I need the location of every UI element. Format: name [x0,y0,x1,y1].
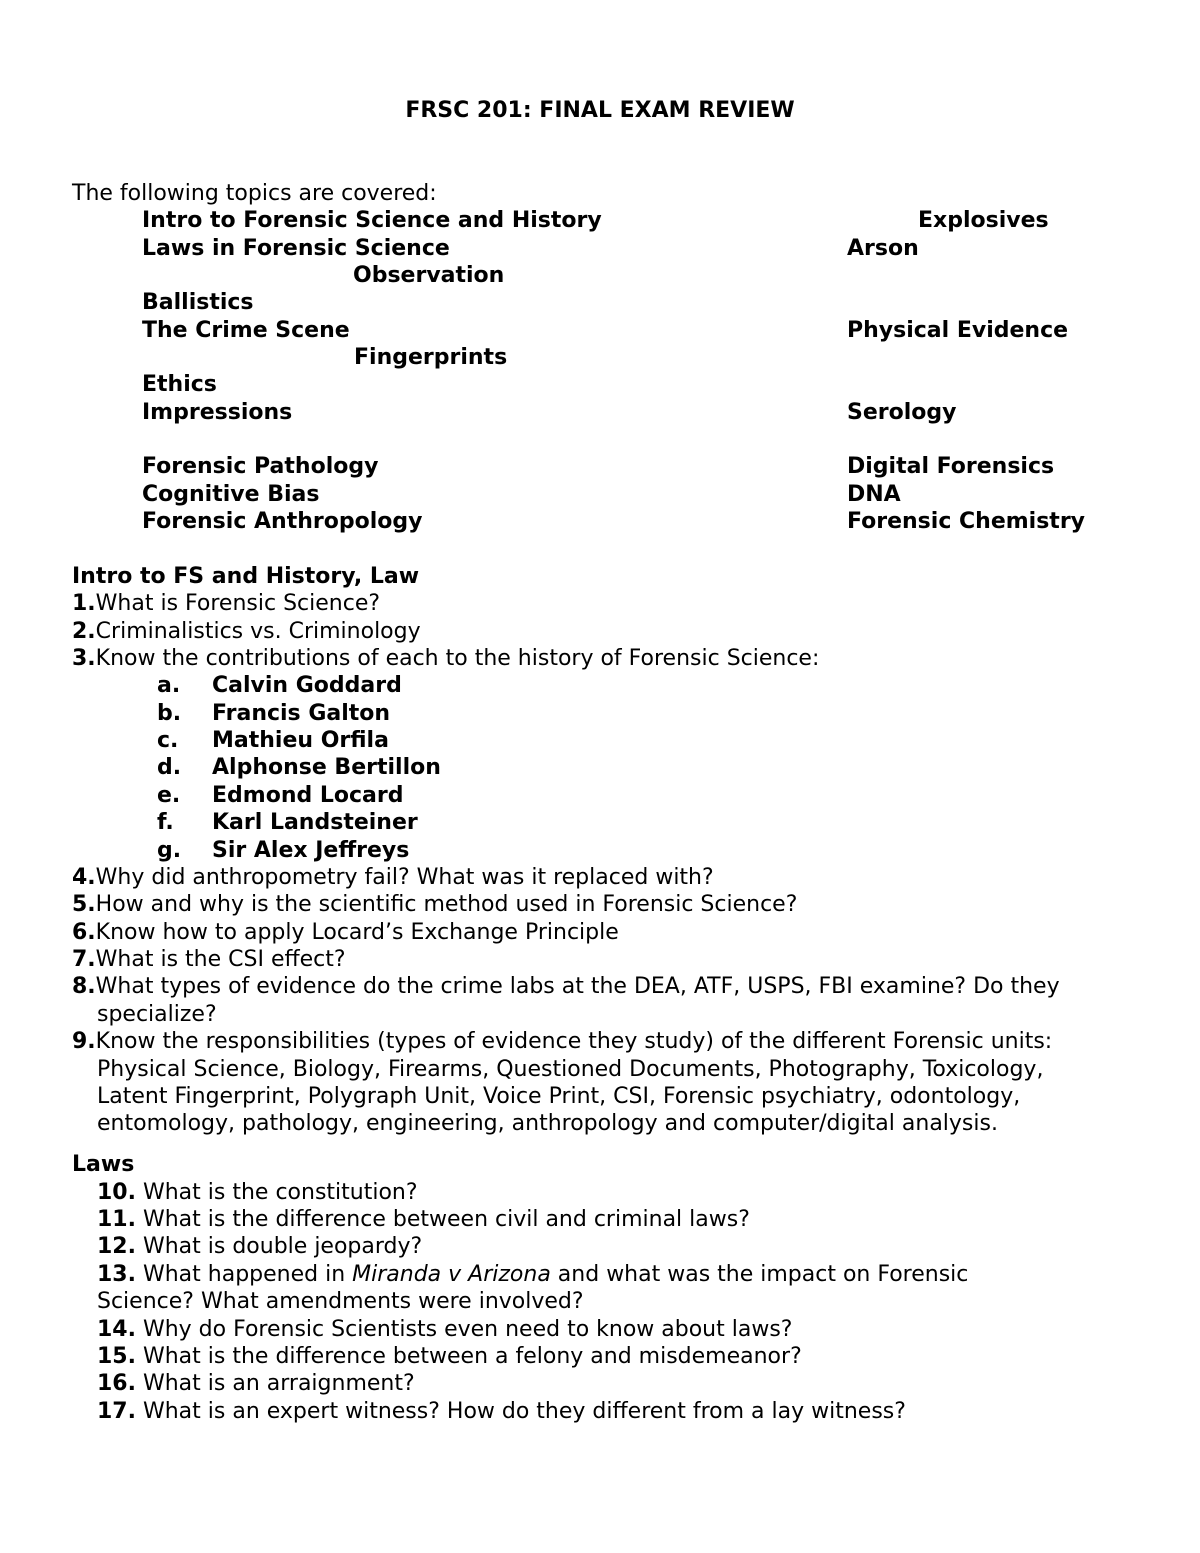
question-text: What is an expert witness? How do they different from a lay witness? [135,1399,906,1424]
question-number: 12. [97,1234,136,1259]
topic-item: Laws in Forensic Science [142,236,450,261]
question-number: 9. [72,1029,96,1054]
question-text: What is the CSI effect? [95,947,346,972]
topic-item: Ballistics [142,290,254,315]
topic-item: Intro to Forensic Science and History [142,208,602,233]
question-14 [97,1316,792,1343]
topic-item: The Crime Scene [142,318,350,343]
question-text: Why did anthropometry fail? What was it replaced with? [95,865,714,890]
person-name: Francis Galton [212,701,391,726]
question-4 [72,864,714,891]
list-letter: a. [157,673,181,698]
topic-item: Ethics [142,372,217,397]
question-text: How and why is the scientific method used in Forensic Science? [95,892,798,917]
topic-item: Serology [847,400,957,425]
topic-item: Digital Forensics [847,454,1055,479]
question-text: What types of evidence do the crime labs at the DEA, ATF, USPS, FBI examine? Do they [95,974,1060,999]
topic-item: Forensic Anthropology [142,509,423,534]
question-number: 2. [72,619,96,644]
question-number: 17. [97,1399,136,1424]
topic-item: Forensic Chemistry [847,509,1086,534]
topic-item: Forensic Pathology [142,454,379,479]
question-9-continuation: Physical Science, Biology, Firearms, Questioned Documents, Photography, Toxicology, [97,1057,1044,1082]
question-text: Why do Forensic Scientists even need to know about laws? [135,1317,793,1342]
topic-item: DNA [847,482,901,507]
question-number: 6. [72,920,96,945]
question-17 [97,1398,906,1425]
person-name: Karl Landsteiner [212,810,418,835]
topic-item: Cognitive Bias [142,482,320,507]
question-3 [72,645,819,672]
question-number: 13. [97,1262,136,1287]
question-11 [97,1206,750,1233]
list-letter: e. [157,783,181,808]
question-16 [97,1370,415,1397]
question-text: Know how to apply Locard’s Exchange Principle [95,920,619,945]
topic-item: Fingerprints [354,345,508,370]
question-7 [72,946,346,973]
question-text: What is the constitution? [135,1180,418,1205]
list-letter: b. [157,701,182,726]
topic-item: Observation [353,263,505,288]
list-letter: g. [157,838,182,863]
list-letter: f. [157,810,174,835]
question-number: 3. [72,646,96,671]
question-9-continuation: entomology, pathology, engineering, anthropology and computer/digital analysis. [97,1111,998,1136]
question-text: What is the difference between a felony and misdemeanor? [135,1344,802,1369]
question-9 [72,1028,1052,1055]
question-text: What is an arraignment? [135,1371,415,1396]
question-text: Know the contributions of each to the history of Forensic Science: [95,646,820,671]
topic-item: Explosives [918,208,1049,233]
question-15 [97,1343,802,1370]
question-2 [72,618,421,645]
topic-item: Impressions [142,400,293,425]
question-13 [97,1261,968,1288]
list-letter: c. [157,728,179,753]
question-number: 16. [97,1371,136,1396]
question-text: Know the responsibilities (types of evidence they study) of the different Forensic units: [95,1029,1053,1054]
question-number: 7. [72,947,96,972]
question-text: Criminalistics vs. Criminology [95,619,421,644]
person-name: Mathieu Orfila [212,728,389,753]
question-text: What is the difference between civil and criminal laws? [135,1207,750,1232]
section-heading: Intro to FS and History, Law [72,564,420,589]
question-number: 5. [72,892,96,917]
question-text: What is double jeopardy? [135,1234,423,1259]
question-8-continuation: specialize? [97,1002,217,1027]
person-name: Edmond Locard [212,783,404,808]
question-5 [72,891,797,918]
question-10 [97,1179,418,1206]
list-letter: d. [157,755,182,780]
question-number: 10. [97,1180,136,1205]
person-name: Alphonse Bertillon [212,755,441,780]
section-heading: Laws [72,1152,135,1177]
question-9-continuation: Latent Fingerprint, Polygraph Unit, Voice Print, CSI, Forensic psychiatry, odontology, [97,1084,1021,1109]
question-13-continuation: Science? What amendments were involved? [97,1289,584,1314]
question-8 [72,973,1060,1000]
person-name: Sir Alex Jeffreys [212,838,410,863]
topic-item: Arson [847,236,919,261]
question-number: 11. [97,1207,136,1232]
case-name: Miranda v Arizona [352,1262,551,1287]
question-text: What is Forensic Science? [95,591,381,616]
topic-item: Physical Evidence [847,318,1069,343]
question-number: 1. [72,591,96,616]
person-name: Calvin Goddard [212,673,402,698]
intro-text: The following topics are covered: [72,181,437,206]
question-number: 8. [72,974,96,999]
question-6 [72,919,619,946]
question-1 [72,590,380,617]
question-number: 4. [72,865,96,890]
page-title: FRSC 201: FINAL EXAM REVIEW [405,98,795,123]
question-number: 14. [97,1317,136,1342]
question-text: and what was the impact on Forensic [550,1262,969,1287]
question-number: 15. [97,1344,136,1369]
question-text: What happened in [135,1262,353,1287]
question-12 [97,1233,422,1260]
